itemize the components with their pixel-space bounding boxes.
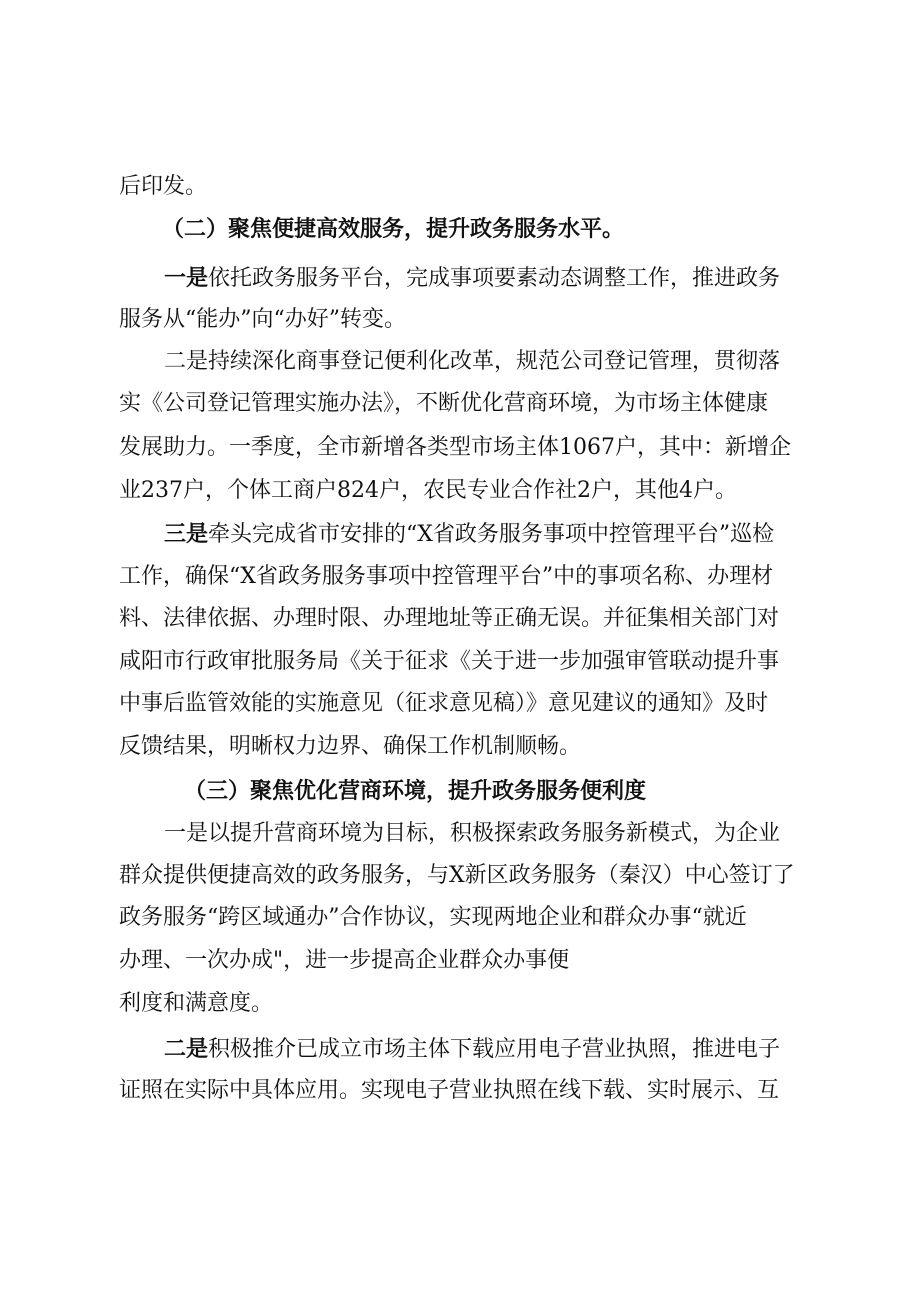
paragraph-line: 办理、一次办成"，进一步提高企业群众办事便 [119, 948, 570, 973]
paragraph-line [164, 1035, 780, 1064]
section-heading: （二）聚焦便捷高效服务，提升政务服务水平。 [162, 216, 625, 242]
paragraph-line: 业237户，个体工商户824户，农民专业合作社2户，其他4户。 [119, 478, 737, 503]
paragraph-line [164, 520, 774, 549]
paragraph-line: 二是持续深化商事登记便利化改革，规范公司登记管理，贯彻落 [164, 349, 781, 374]
paragraph-line: 服务从“能办”向“办好”转变。 [119, 307, 406, 332]
paragraph-lead: 二是 [164, 1036, 209, 1062]
section-heading: （三）聚焦优化营商环境，提升政务服务便利度 [184, 778, 647, 804]
paragraph-line: 咸阳市行政审批服务局《关于征求《关于进一步加强审管联动提升事 [119, 649, 780, 674]
paragraph-lead: 三是 [164, 521, 209, 547]
paragraph-line: 中事后监管效能的实施意见（征求意见稿）》意见建议的通知》及时 [119, 691, 769, 716]
text-line: 后印发。 [119, 174, 208, 199]
paragraph-text: 牵头完成省市安排的“X省政务服务事项中控管理平台”巡检 [208, 522, 775, 547]
paragraph-line: 群众提供便捷高效的政务服务，与X新区政务服务（秦汉）中心签订了 [119, 863, 795, 888]
paragraph-line [164, 264, 780, 293]
paragraph-line: 工作，确保“X省政务服务事项中控管理平台”中的事项名称、办理材 [119, 564, 774, 589]
paragraph-line: 一是以提升营商环境为目标，积极探索政务服务新模式，为企业 [164, 821, 781, 846]
paragraph-line: 实《公司登记管理实施办法》，不断优化营商环境，为市场主体健康 [119, 391, 769, 416]
paragraph-line: 证照在实际中具体应用。实现电子营业执照在线下载、实时展示、互 [119, 1078, 780, 1103]
paragraph-line: 发展助力。一季度，全市新增各类型市场主体1067户，其中：新增企 [119, 435, 791, 460]
paragraph-line: 反馈结果，明晰权力边界、确保工作机制顺畅。 [119, 734, 582, 759]
paragraph-text: 积极推介已成立市场主体下载应用电子营业执照，推进电子 [208, 1037, 781, 1062]
paragraph-text: 依托政务服务平台，完成事项要素动态调整工作，推进政务 [208, 266, 781, 291]
paragraph-lead: 一是 [164, 265, 209, 291]
paragraph-line: 料、法律依据、办理时限、办理地址等正确无误。并征集相关部门对 [119, 606, 780, 631]
paragraph-line: 政务服务“跨区域通办”合作协议，实现两地企业和群众办事“就近 [119, 905, 747, 930]
paragraph-line: 利度和满意度。 [119, 991, 274, 1016]
